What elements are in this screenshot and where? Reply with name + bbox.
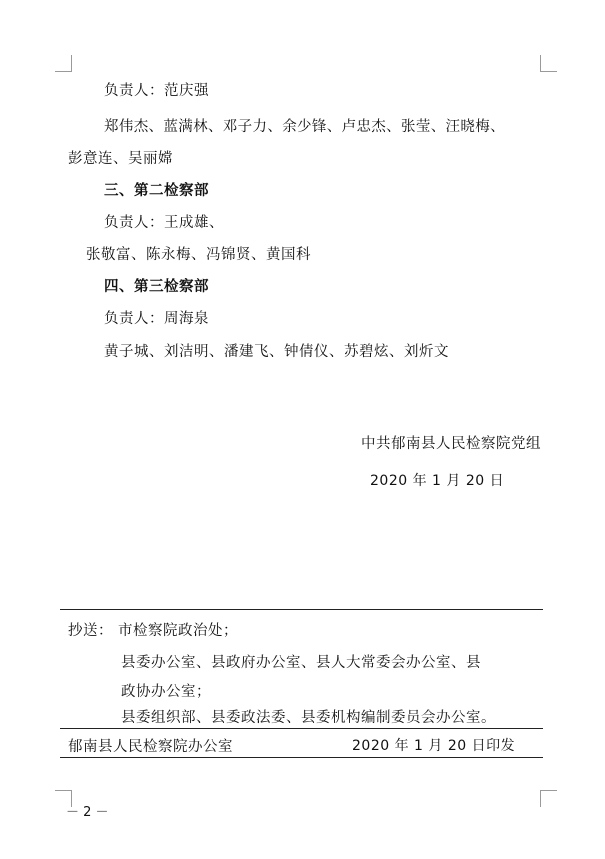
responsible-person-line: 负责人：周海泉 xyxy=(104,311,209,327)
footer-divider xyxy=(60,757,543,758)
signature-date: 2020 年 1 月 20 日 xyxy=(370,473,505,489)
cc-bottom-divider xyxy=(60,728,543,729)
corner-mark-top-right xyxy=(540,55,557,72)
cc-recipient-line: 县委办公室、县政府办公室、县人大常委会办公室、县 xyxy=(121,655,481,671)
issuing-office: 郁南县人民检察院办公室 xyxy=(68,739,233,755)
print-date: 2020 年 1 月 20 日印发 xyxy=(352,738,516,754)
cc-top-divider xyxy=(60,609,543,610)
member-list-line: 张敬富、陈永梅、冯锦贤、黄国科 xyxy=(86,247,311,263)
page-number: － 2 － xyxy=(66,805,109,820)
member-list-line: 黄子城、刘洁明、潘建飞、钟倩仪、苏碧炫、刘炘文 xyxy=(104,344,449,360)
member-list-line: 郑伟杰、蓝满林、邓子力、余少锋、卢忠杰、张莹、汪晓梅、 xyxy=(104,119,505,135)
cc-recipient-line: 县委组织部、县委政法委、县委机构编制委员会办公室。 xyxy=(121,710,496,726)
section-heading-third-procuratorate: 四、第三检察部 xyxy=(104,279,209,295)
cc-recipient-line: 市检察院政治处； xyxy=(118,623,238,639)
corner-mark-bottom-right xyxy=(540,790,557,807)
member-list-line: 彭意连、吴丽嫦 xyxy=(68,151,173,167)
signature-organization: 中共郁南县人民检察院党组 xyxy=(361,436,541,452)
responsible-person-line: 负责人：王成雄、 xyxy=(104,215,224,231)
responsible-person-line: 负责人：范庆强 xyxy=(104,83,209,99)
corner-mark-top-left xyxy=(55,55,72,72)
cc-recipient-line: 政协办公室； xyxy=(121,684,211,700)
cc-label: 抄送： xyxy=(68,623,113,639)
section-heading-second-procuratorate: 三、第二检察部 xyxy=(104,183,209,199)
